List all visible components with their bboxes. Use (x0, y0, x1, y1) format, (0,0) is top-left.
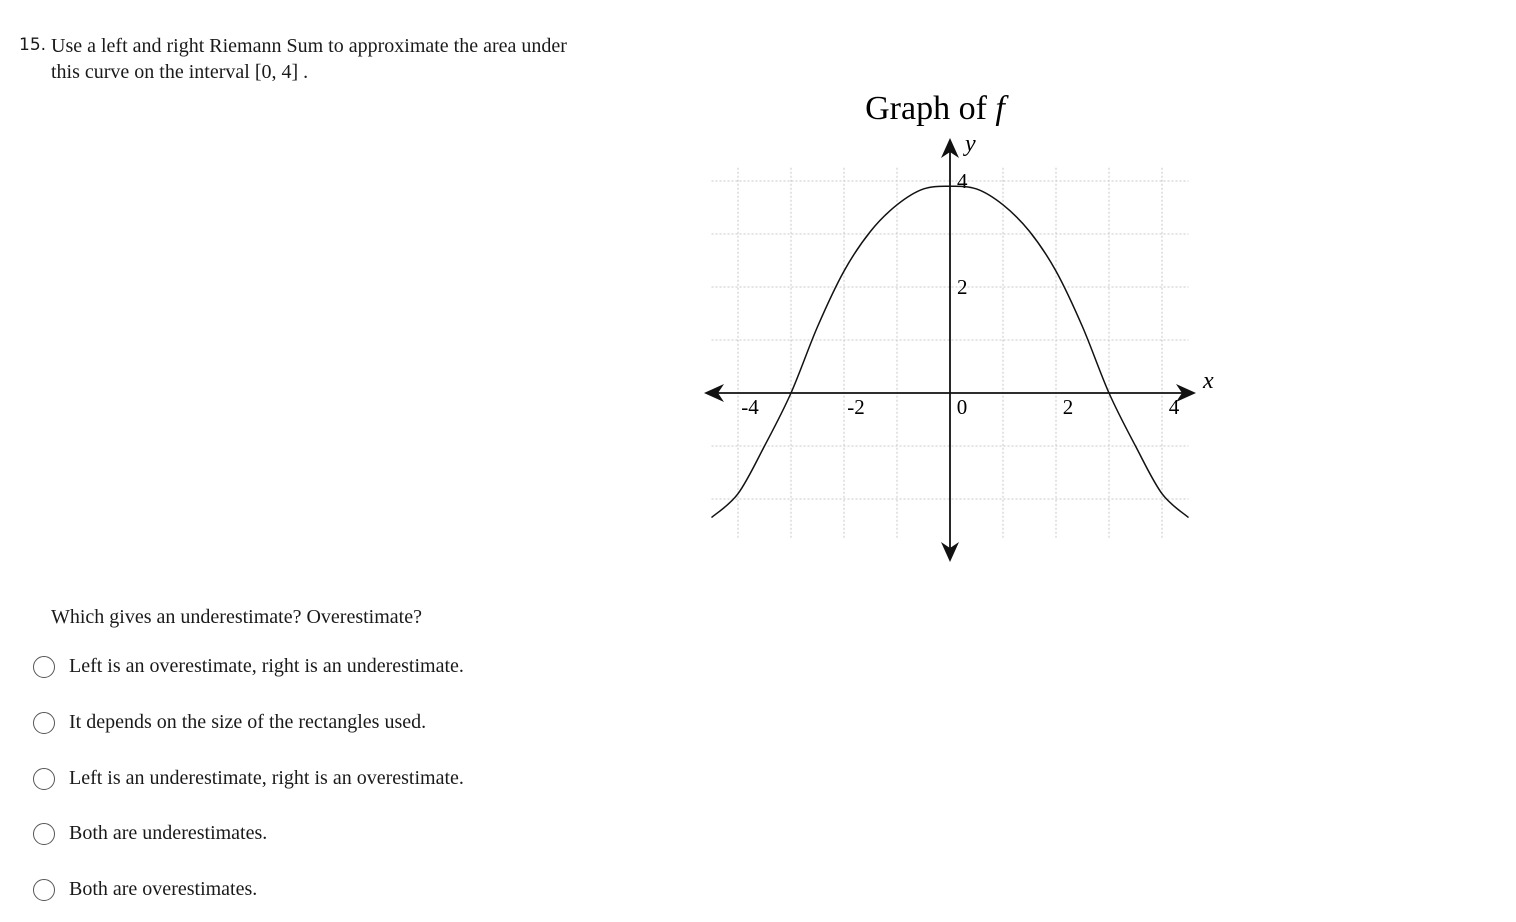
sub-question: Which gives an underestimate? Overestimate? (51, 606, 422, 628)
choice-label: It depends on the size of the rectangles used. (69, 711, 427, 733)
x-tick-label: 4 (1168, 395, 1180, 419)
question-prompt-line-2: this curve on the interval [0, 4] . (51, 61, 309, 83)
graph-title-prefix: Graph of (865, 90, 987, 127)
choice-left-over-right-under[interactable] (33, 655, 464, 678)
tick-labels (741, 169, 1180, 419)
x-tick-label: 2 (1062, 395, 1074, 419)
x-axis-label: x (1203, 368, 1214, 394)
graph-of-f (700, 88, 1230, 568)
radio-button[interactable] (33, 823, 55, 845)
x-tick-label: 0 (956, 395, 968, 419)
y-axis-label: y (965, 131, 976, 157)
radio-button[interactable] (33, 712, 55, 734)
choice-label: Left is an overestimate, right is an underestimate. (69, 655, 464, 677)
choice-label: Both are overestimates. (69, 878, 258, 900)
choice-both-over[interactable] (33, 878, 257, 901)
x-tick-label: -4 (741, 395, 759, 419)
radio-button[interactable] (33, 768, 55, 790)
choice-left-under-right-over[interactable] (33, 767, 464, 790)
choice-both-under[interactable] (33, 822, 267, 845)
question-prompt-line-1: Use a left and right Riemann Sum to approximate the area under (51, 35, 567, 57)
choice-label: Both are underestimates. (69, 822, 268, 844)
y-tick-label: 4 (957, 169, 968, 193)
choice-depends-on-size[interactable] (33, 711, 426, 734)
choice-label: Left is an underestimate, right is an overestimate. (69, 767, 464, 789)
graph-title (865, 90, 1009, 127)
radio-button[interactable] (33, 879, 55, 901)
radio-button[interactable] (33, 656, 55, 678)
x-tick-label: -2 (847, 395, 865, 419)
question-number: 15. (19, 35, 47, 55)
graph-title-var: f (995, 90, 1005, 127)
axes (704, 138, 1196, 562)
y-tick-label: 2 (957, 275, 968, 299)
question-prompt (51, 33, 691, 85)
